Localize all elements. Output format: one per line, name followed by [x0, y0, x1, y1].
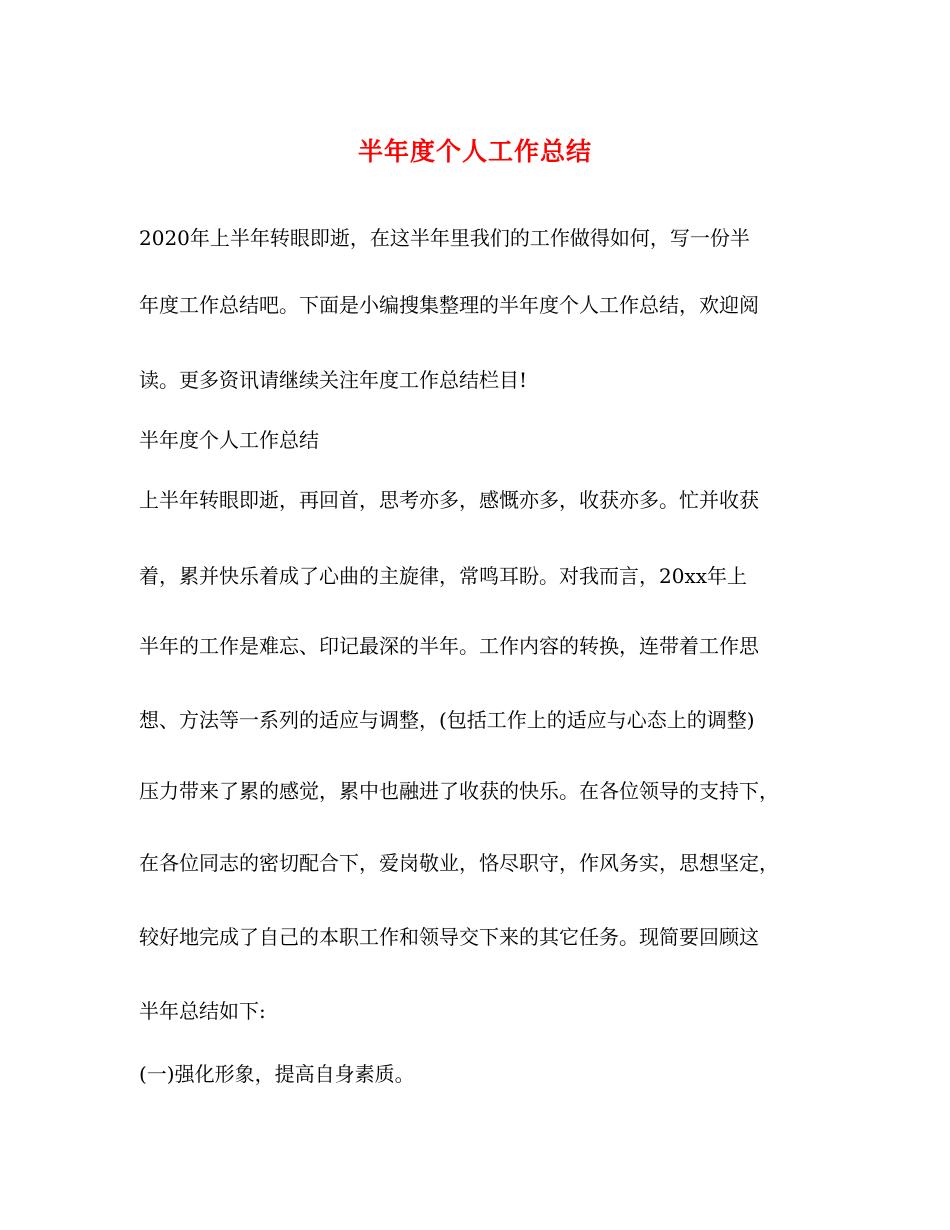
paragraph-line: 较好地完成了自己的本职工作和领导交下来的其它任务。现简要回顾这	[139, 925, 759, 949]
paragraph-line: 想、方法等一系列的适应与调整，(包括工作上的适应与心态上的调整)	[139, 708, 755, 732]
paragraph-line: 着，累并快乐着成了心曲的主旋律，常鸣耳盼。对我而言，20xx年上	[139, 564, 748, 588]
paragraph-line: 读。更多资讯请继续关注年度工作总结栏目!	[139, 368, 528, 392]
paragraph-line: 压力带来了累的感觉，累中也融进了收获的快乐。在各位领导的支持下，	[139, 779, 779, 803]
paragraph-line: 半年总结如下:	[139, 999, 266, 1023]
paragraph-line: 半年的工作是难忘、印记最深的半年。工作内容的转换，连带着工作思	[139, 634, 759, 658]
document-title: 半年度个人工作总结	[357, 137, 592, 166]
paragraph-line: 在各位同志的密切配合下，爱岗敬业，恪尽职守，作风务实，思想坚定，	[139, 851, 779, 875]
paragraph-line: 上半年转眼即逝，再回首，思考亦多，感慨亦多，收获亦多。忙并收获	[139, 488, 759, 512]
paragraph-line: 年度工作总结吧。下面是小编搜集整理的半年度个人工作总结，欢迎阅	[139, 293, 759, 317]
paragraph-line: 2020年上半年转眼即逝，在这半年里我们的工作做得如何，写一份半	[139, 226, 750, 250]
section-heading: (一)强化形象，提高自身素质。	[139, 1062, 415, 1086]
section-heading: 半年度个人工作总结	[139, 428, 319, 452]
